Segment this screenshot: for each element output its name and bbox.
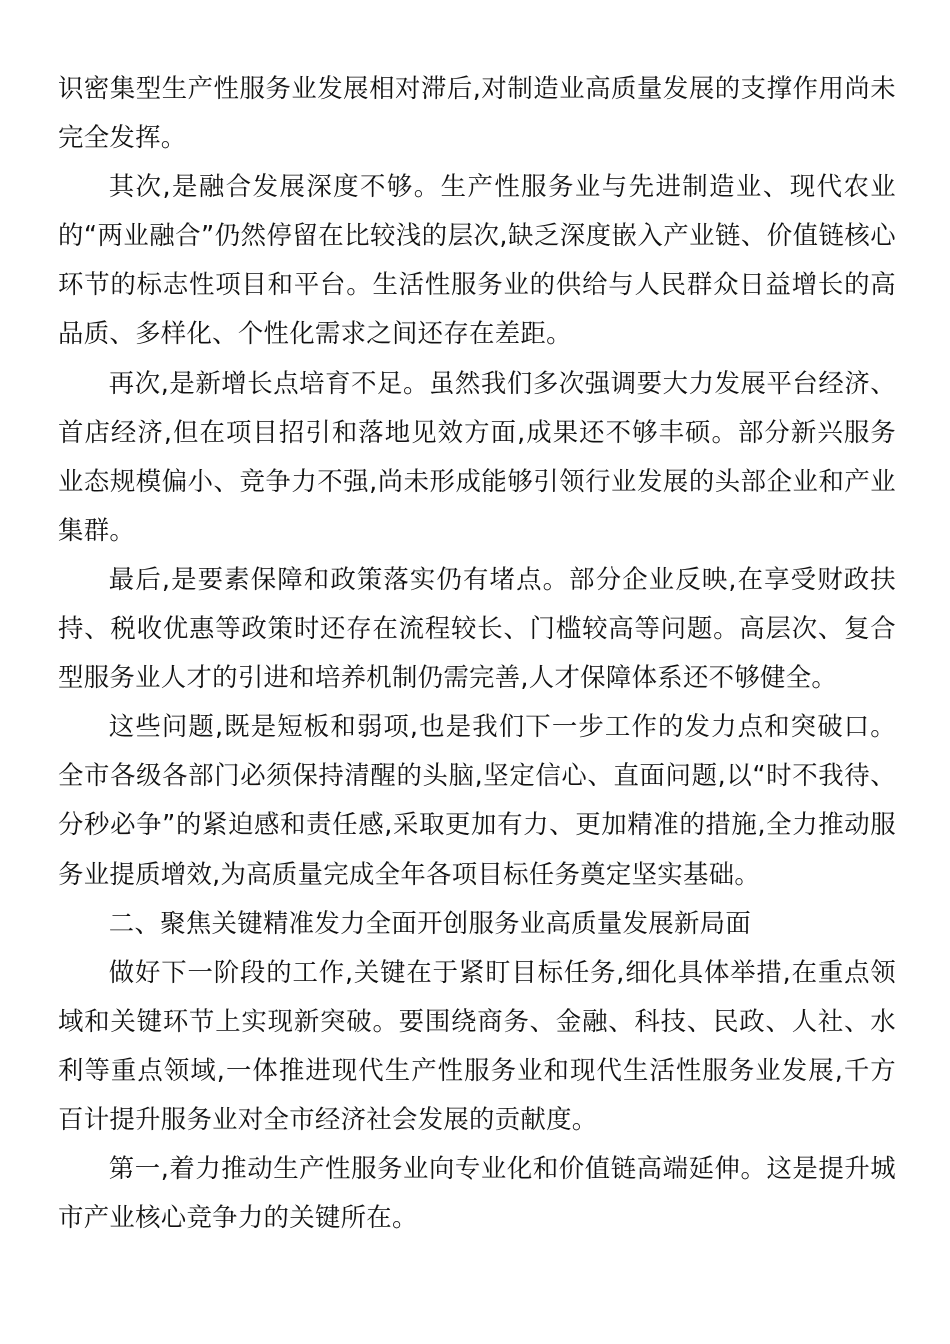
paragraph-next-stage-work: 做好下一阶段的工作,关键在于紧盯目标任务,细化具体举措,在重点领域和关键环节上实现新突破。要围绕商务、金融、科技、民政、人社、水利等重点领域,一体推进现代生产性服务业和现代生活性服务业发展,千方百计提升服务业对全市经济社会发展的贡献度。 [58,956,896,1134]
document-body [58,64,896,1242]
paragraph-problems-summary: 这些问题,既是短板和弱项,也是我们下一步工作的发力点和突破口。全市各级各部门必须保持清醒的头脑,坚定信心、直面问题,以“时不我待、分秒必争”的紧迫感和责任感,采取更加有力、更加精准的措施,全力推动服务业提质增效,为高质量完成全年各项目标任务奠定坚实基础。 [58,711,896,889]
paragraph-factor-guarantee: 最后,是要素保障和政策落实仍有堵点。部分企业反映,在享受财政扶持、税收优惠等政策时还存在流程较长、门槛较高等问题。高层次、复合型服务业人才的引进和培养机制仍需完善,人才保障体系还不够健全。 [58,563,896,693]
paragraph-integration-depth: 其次,是融合发展深度不够。生产性服务业与先进制造业、现代农业的“两业融合”仍然停留在比较浅的层次,缺乏深度嵌入产业链、价值链核心环节的标志性项目和平台。生活性服务业的供给与人民群众日益增长的高品质、多样化、个性化需求之间还存在差距。 [58,171,896,349]
paragraph-first-measure: 第一,着力推动生产性服务业向专业化和价值链高端延伸。这是提升城市产业核心竞争力的关键所在。 [58,1153,896,1233]
section-heading-2: 二、聚焦关键精准发力全面开创服务业高质量发展新局面 [108,907,752,938]
paragraph-continuation: 识密集型生产性服务业发展相对滞后,对制造业高质量发展的支撑作用尚未完全发挥。 [58,73,896,153]
paragraph-new-growth-points: 再次,是新增长点培育不足。虽然我们多次强调要大力发展平台经济、首店经济,但在项目招引和落地见效方面,成果还不够丰硕。部分新兴服务业态规模偏小、竞争力不强,尚未形成能够引领行业发展的头部企业和产业集群。 [58,367,896,545]
